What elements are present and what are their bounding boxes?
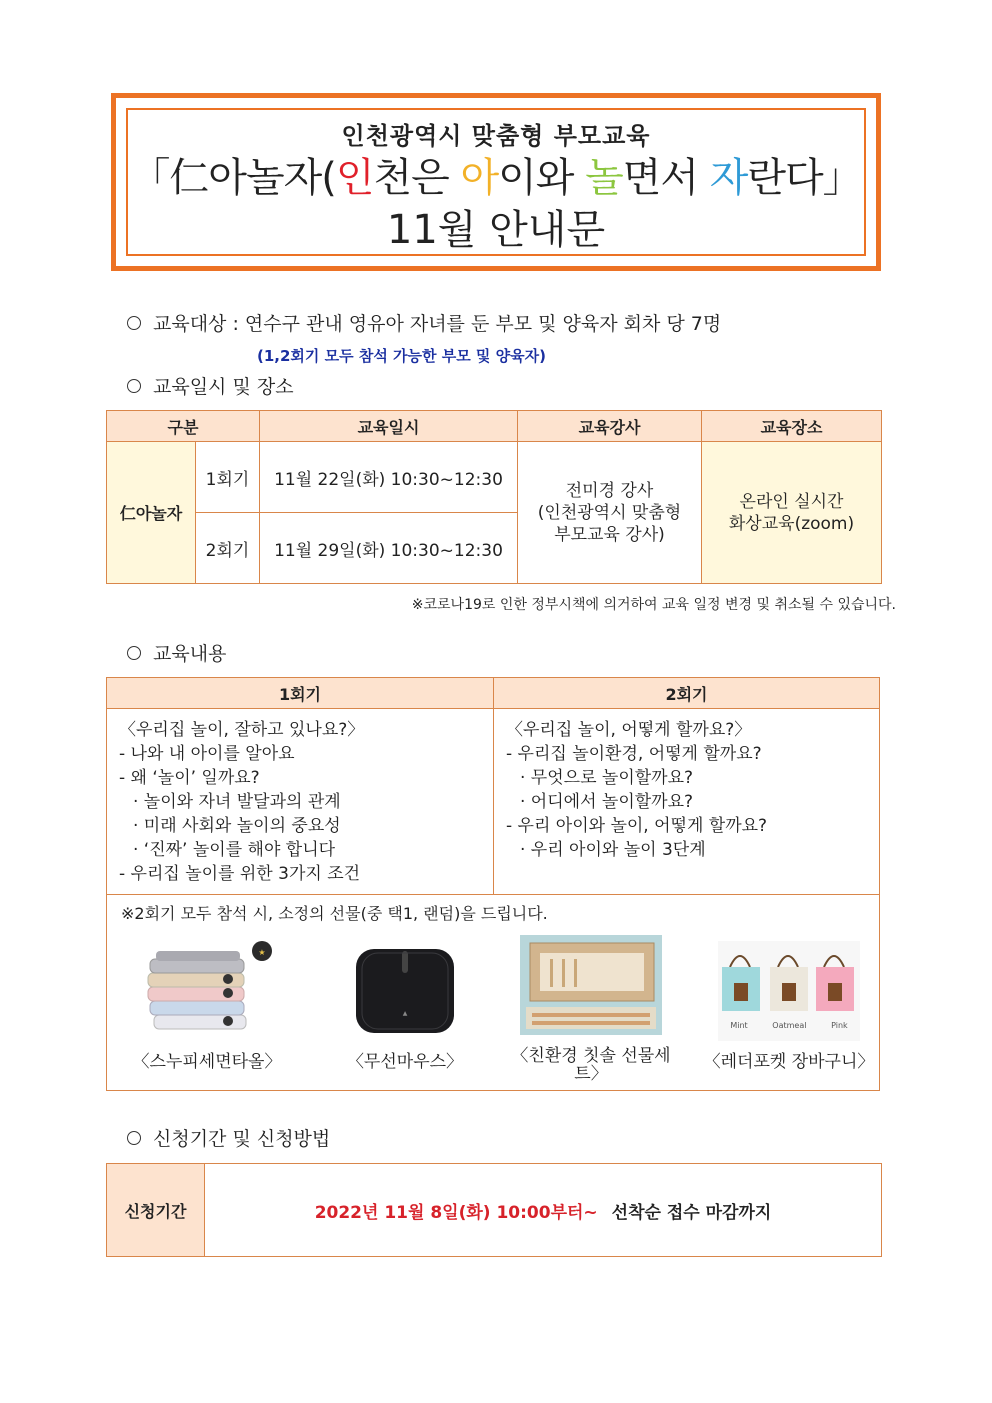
apply-value [205, 1164, 881, 1256]
schedule-table [106, 410, 882, 584]
toothbrush-set-icon [520, 935, 662, 1035]
towel-image [136, 941, 278, 1041]
instructor-line: (인천광역시 맞춤형 [537, 502, 682, 523]
session-round: 2회기 [196, 513, 260, 584]
content-heading: 교육내용 [153, 643, 227, 665]
schedule-header: 구분 [107, 411, 260, 442]
content-table [106, 677, 880, 1091]
apply-table [106, 1163, 882, 1257]
apply-heading: 신청기간 및 신청방법 [153, 1128, 331, 1150]
title-part: 란다」 [747, 155, 862, 201]
content-header: 2회기 [494, 678, 880, 709]
session1-list [107, 709, 494, 895]
bag-image [718, 941, 860, 1041]
instructor-line: 전미경 강사 [565, 480, 654, 501]
session-datetime: 11월 22일(화) 10:30~12:30 [260, 442, 518, 513]
apply-bullet [127, 1127, 330, 1151]
apply-label: 신청기간 [107, 1164, 205, 1256]
schedule-header-row [107, 411, 882, 442]
session2-list [494, 709, 880, 895]
target-bullet [127, 312, 721, 336]
schedule-header: 교육일시 [260, 411, 518, 442]
circle-bullet-icon [127, 379, 141, 393]
target-text: 교육대상 : 연수구 관내 영유아 자녀를 둔 부모 및 양육자 회차 당 7명 [153, 313, 722, 335]
gift-bag [699, 941, 879, 1071]
apply-rest: 선착순 접수 마감까지 [611, 1202, 772, 1223]
gift-note: ※2회기 모두 참석 시, 소정의 선물(중 택1, 랜덤)을 드립니다. [121, 904, 548, 923]
session-round: 1회기 [196, 442, 260, 513]
list-item: · 무엇으로 놀이할까요? [520, 768, 694, 788]
content-bullet [127, 642, 226, 666]
gift-toothbrush [511, 935, 671, 1083]
gifts-row [107, 895, 880, 1091]
svg-text:★: ★ [258, 948, 266, 957]
circle-bullet-icon [127, 316, 141, 330]
content-header: 1회기 [107, 678, 494, 709]
title-inner [126, 108, 866, 256]
bag-label: Oatmeal [772, 1021, 807, 1030]
title-line1: 인천광역시 맞춤형 부모교육 [341, 122, 651, 150]
mouse-image [334, 941, 476, 1041]
list-item: 〈우리집 놀이, 어떻게 할까요?〉 [506, 720, 752, 740]
title-part-in: 인 [335, 155, 374, 201]
place-line: 화상교육(zoom) [728, 513, 855, 534]
list-item: - 왜 ‘놀이’ 일까요? [119, 768, 260, 788]
title-line2 [128, 152, 864, 204]
gift-caption: 〈스누피세면타올〉 [132, 1052, 282, 1072]
bag-label: Mint [730, 1021, 748, 1030]
gift-caption: 〈무선마우스〉 [346, 1052, 464, 1072]
gift-caption: 〈레더포켓 장바구니〉 [703, 1052, 875, 1072]
program-name: 仁아놀자 [107, 442, 196, 584]
bag-labels [718, 1021, 860, 1030]
list-item: · 미래 사회와 놀이의 중요성 [133, 816, 341, 836]
list-item: · ‘진짜’ 놀이를 해야 합니다 [133, 840, 336, 860]
place-line: 온라인 실시간 [739, 491, 844, 512]
gift-mouse [325, 941, 485, 1071]
content-body-row [107, 709, 880, 895]
list-item: - 우리집 놀이환경, 어떻게 할까요? [506, 744, 762, 764]
session-datetime: 11월 29일(화) 10:30~12:30 [260, 513, 518, 584]
title-part: 「仁아놀자( [130, 155, 336, 201]
title-part: 천은 [373, 155, 461, 201]
list-item: · 어디에서 놀이할까요? [520, 792, 694, 812]
title-part-a: 아 [460, 155, 499, 201]
place-cell [702, 442, 882, 584]
toothbrush-image [520, 935, 662, 1035]
circle-bullet-icon [127, 646, 141, 660]
gift-towel [127, 941, 287, 1071]
title-part: 면서 [622, 155, 710, 201]
schedule-heading: 교육일시 및 장소 [153, 376, 294, 398]
mouse-icon [334, 941, 476, 1041]
corona-notice: ※코로나19로 인한 정부시책에 의거하여 교육 일정 변경 및 취소될 수 있습니다. [411, 597, 896, 613]
list-item: - 나와 내 아이를 알아요 [119, 744, 295, 764]
target-note: (1,2회기 모두 참석 가능한 부모 및 양육자) [257, 347, 546, 365]
list-item: - 우리집 놀이를 위한 3가지 조건 [119, 864, 361, 884]
list-item: · 놀이와 자녀 발달과의 관계 [133, 792, 341, 812]
svg-text:▲: ▲ [402, 1010, 408, 1017]
instructor-cell [518, 442, 702, 584]
title-part-ja: 자 [709, 155, 748, 201]
bag-label: Pink [831, 1021, 848, 1030]
content-header-row [107, 678, 880, 709]
apply-date: 2022년 11월 8일(화) 10:00부터~ [314, 1202, 598, 1223]
schedule-header: 교육장소 [702, 411, 882, 442]
title-part-nol: 놀 [585, 155, 623, 201]
instructor-line: 부모교육 강사) [554, 524, 665, 545]
title-line3: 11월 안내문 [386, 207, 606, 253]
list-item: · 우리 아이와 놀이 3단계 [520, 840, 706, 860]
schedule-row [107, 442, 882, 513]
list-item: - 우리 아이와 놀이, 어떻게 할까요? [506, 816, 768, 836]
circle-bullet-icon [127, 1131, 141, 1145]
title-part: 이와 [498, 155, 586, 201]
towel-stack-icon [136, 941, 278, 1041]
schedule-bullet [127, 375, 294, 399]
list-item: 〈우리집 놀이, 잘하고 있나요?〉 [119, 720, 365, 740]
title-box [111, 93, 881, 271]
gifts-cell [107, 895, 880, 1091]
schedule-header: 교육강사 [518, 411, 702, 442]
gift-caption: 〈친환경 칫솔 선물세트〉 [511, 1046, 671, 1084]
